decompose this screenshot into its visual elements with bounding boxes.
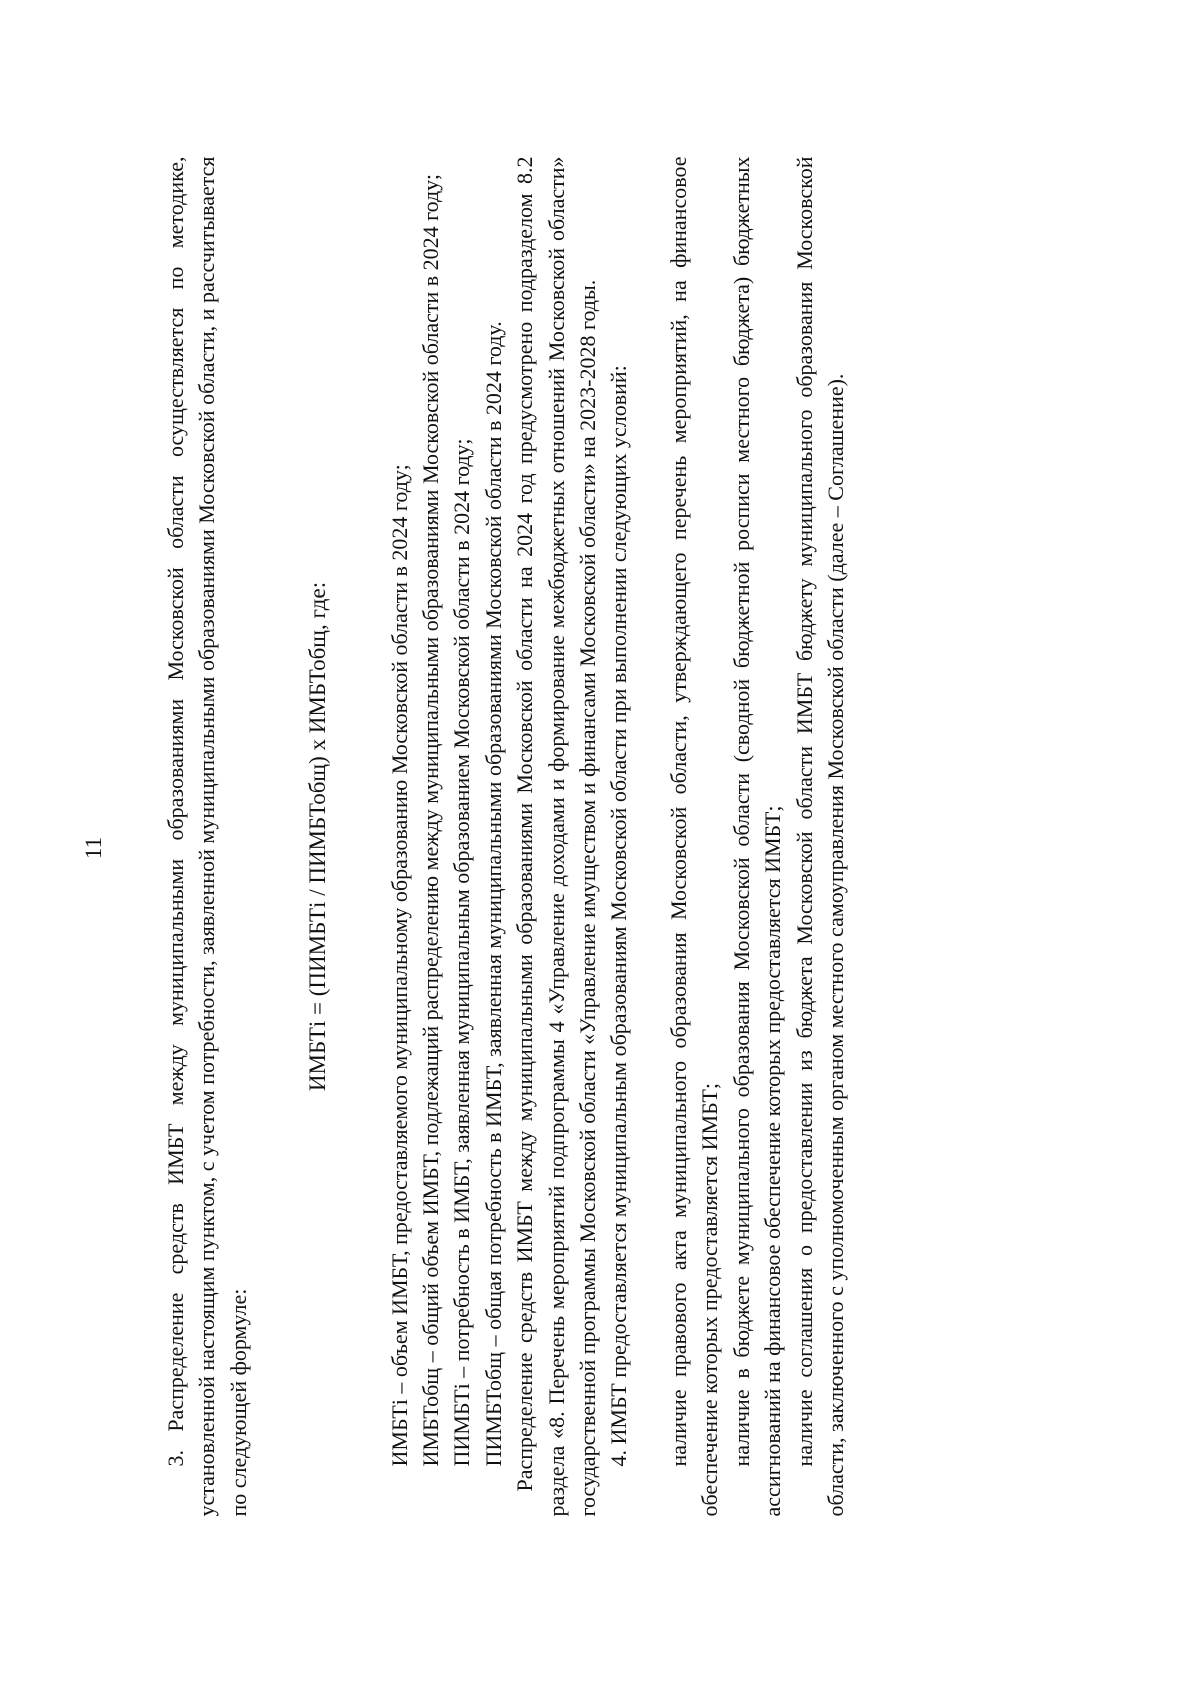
document-body	[160, 157, 851, 1517]
paragraph-conditions: 4. ИМБТ предоставляется муниципальным образованиям Московской области при выполнении следующих условий:	[606, 365, 632, 1467]
definition-pimbt-total: ПИМБТобщ – общая потребность в ИМБТ, заявленная муниципальными образованиями Московской области в 2024 году.	[480, 321, 506, 1467]
paragraph-methodology: 3. Распределение средств ИМБТ между муниципальными образованиями Московской области осуществляется по методике, установленной настоящим пунктом, с учетом потребности, заявленной муниципальными образованиями Московской области, и рассчитывается по следующей формуле:	[163, 156, 251, 1517]
definition-imbt-total: ИМБТобщ – общий объем ИМБТ, подлежащий распределению между муниципальными образованиями Московской области в 2024 году;	[418, 174, 444, 1467]
condition-budget: наличие в бюджете муниципального образования Московской области (сводной бюджетной росписи местного бюджета) бюджетных ассигнований на финансовое обеспечение которых предоставляется ИМБТ;	[728, 156, 786, 1517]
condition-legal-act: наличие правового акта муниципального образования Московской области, утверждающего перечень мероприятий, на финансовое обеспечение которых предоставляется ИМБТ;	[665, 156, 723, 1517]
definition-pimbt-i: ПИМБТi – потребность в ИМБТ, заявленная муниципальным образованием Московской области в 2024 году;	[449, 438, 475, 1467]
definition-imbt-i: ИМБТi – объем ИМБТ, предоставляемого муниципальному образованию Московской области в 2024 году;	[386, 464, 412, 1467]
page-number: 11	[81, 836, 106, 860]
paragraph-distribution: Распределение средств ИМБТ между муниципальными образованиями Московской области на 2024 год предусмотрено подразделом 8.2 раздела «8. Перечень мероприятий подпрограммы 4 «Управление доходами и формирование межбюджетных отношений Московской области» государственной программы Московской области «Управление имуществом и финансами Московской области» на 2023-2028 годы.	[512, 156, 601, 1517]
condition-agreement: наличие соглашения о предоставлении из бюджета Московской области ИМБТ бюджету муниципального образования Московской области, заключенного с уполномоченным органом местного самоуправления Московской области (далее – Соглашение).	[791, 156, 848, 1517]
formula: ИМБТi = (ПИМБТi / ПИМБТобщ) x ИМБТобщ, где:	[305, 581, 331, 1092]
